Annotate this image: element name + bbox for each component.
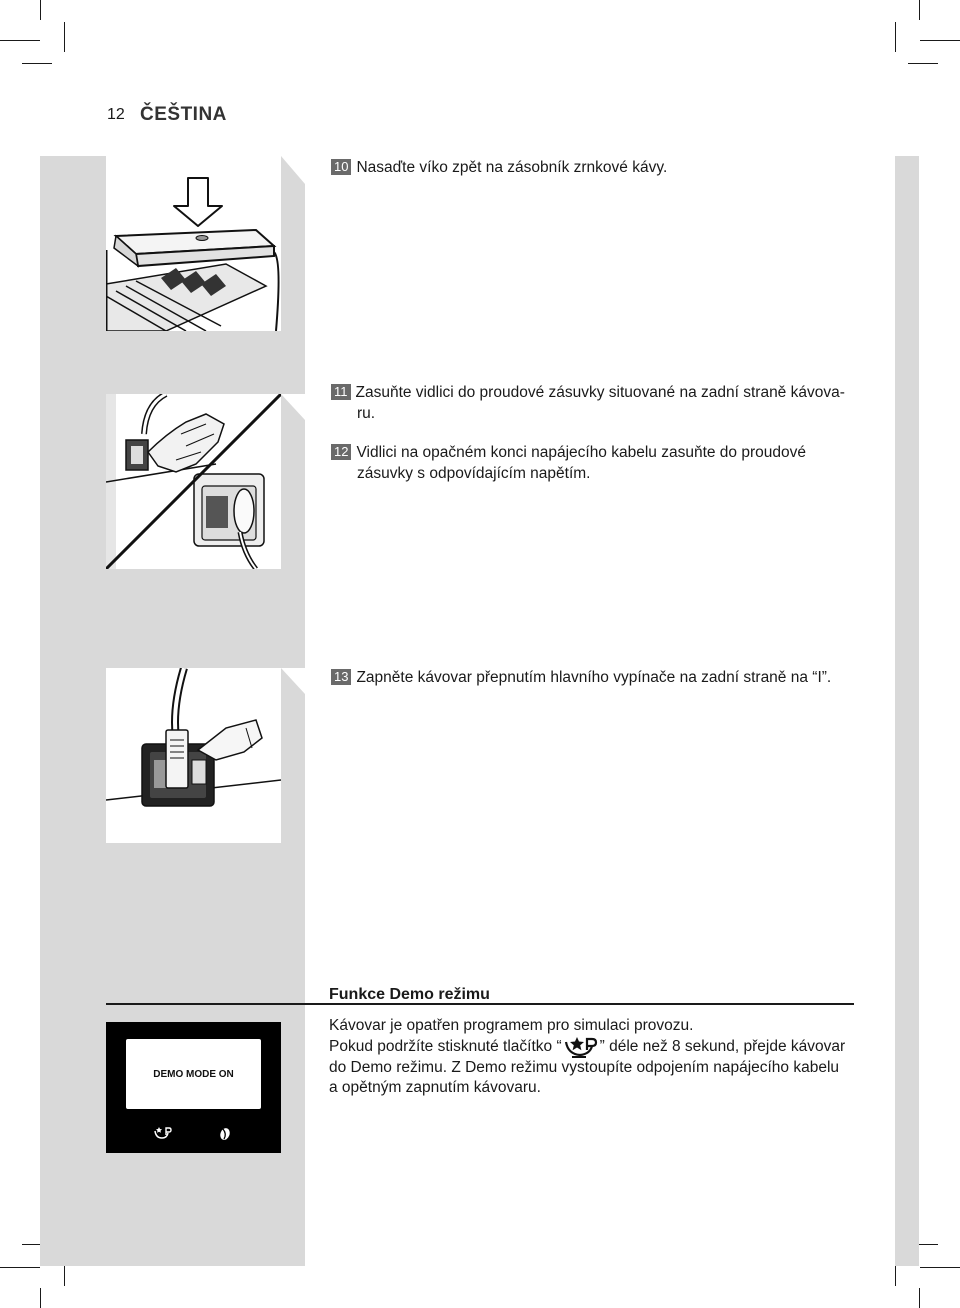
crop-mark — [40, 0, 41, 20]
crop-mark — [919, 1288, 920, 1308]
illustration-hopper-lid — [106, 156, 281, 331]
step-text-continued: zásuvky s odpovídajícím napětím. — [357, 465, 591, 482]
demo-description — [329, 1016, 869, 1098]
step-text-continued: ru. — [357, 405, 376, 422]
illustration-power-plug — [106, 394, 281, 569]
demo-heading: Funkce Demo režimu — [329, 986, 490, 1003]
illustration-main-switch — [106, 668, 281, 843]
demo-text-line: Pokud podržíte stisknuté tlačítko “ ” déle než 8 sekund, přejde kávovar — [329, 1036, 869, 1058]
step-number: 12 — [331, 444, 351, 460]
step-10 — [331, 157, 667, 178]
callout-pointer — [281, 668, 305, 694]
favorite-coffee-icon — [562, 1036, 600, 1058]
demo-text-line: a opětným zapnutím kávovaru. — [329, 1079, 541, 1096]
demo-text-line: do Demo režimu. Z Demo režimu vystoupíte odpojením napájecího kabelu — [329, 1059, 840, 1076]
coffee-bean-icon[interactable] — [219, 1127, 231, 1141]
step-12 — [331, 442, 806, 484]
page-number: 12 — [107, 106, 125, 123]
display-text: DEMO MODE ON — [153, 1068, 234, 1080]
right-margin-band — [895, 156, 919, 1266]
crop-mark — [40, 1288, 41, 1308]
crop-mark — [920, 40, 960, 41]
step-text: Vidlici na opačném konci napájecího kabelu zasuňte do proudové — [356, 444, 806, 461]
step-number: 11 — [331, 384, 351, 400]
callout-pointer — [281, 156, 305, 184]
section-divider — [106, 1003, 854, 1005]
demo-text-line: Kávovar je opatřen programem pro simulaci provozu. — [329, 1017, 694, 1034]
crop-mark — [895, 22, 896, 52]
crop-mark — [919, 0, 920, 20]
section-title: ČEŠTINA — [140, 104, 227, 125]
callout-pointer — [281, 394, 305, 420]
step-number: 10 — [331, 159, 351, 175]
step-number: 13 — [331, 669, 351, 685]
crop-mark — [908, 63, 938, 64]
display-screen — [126, 1039, 261, 1109]
step-11 — [331, 382, 845, 424]
crop-mark — [64, 22, 65, 52]
crop-mark — [0, 40, 40, 41]
step-text: Nasaďte víko zpět na zásobník zrnkové kávy. — [356, 159, 668, 176]
favorite-coffee-icon[interactable] — [154, 1126, 172, 1140]
crop-mark — [22, 63, 52, 64]
step-text: Zapněte kávovar přepnutím hlavního vypínače na zadní straně na “I”. — [356, 669, 832, 686]
step-13 — [331, 667, 831, 688]
crop-mark — [920, 1267, 960, 1268]
step-text: Zasuňte vidlici do proudové zásuvky situované na zadní straně kávova- — [355, 384, 845, 401]
machine-display-panel — [106, 1022, 281, 1153]
crop-mark — [0, 1267, 40, 1268]
